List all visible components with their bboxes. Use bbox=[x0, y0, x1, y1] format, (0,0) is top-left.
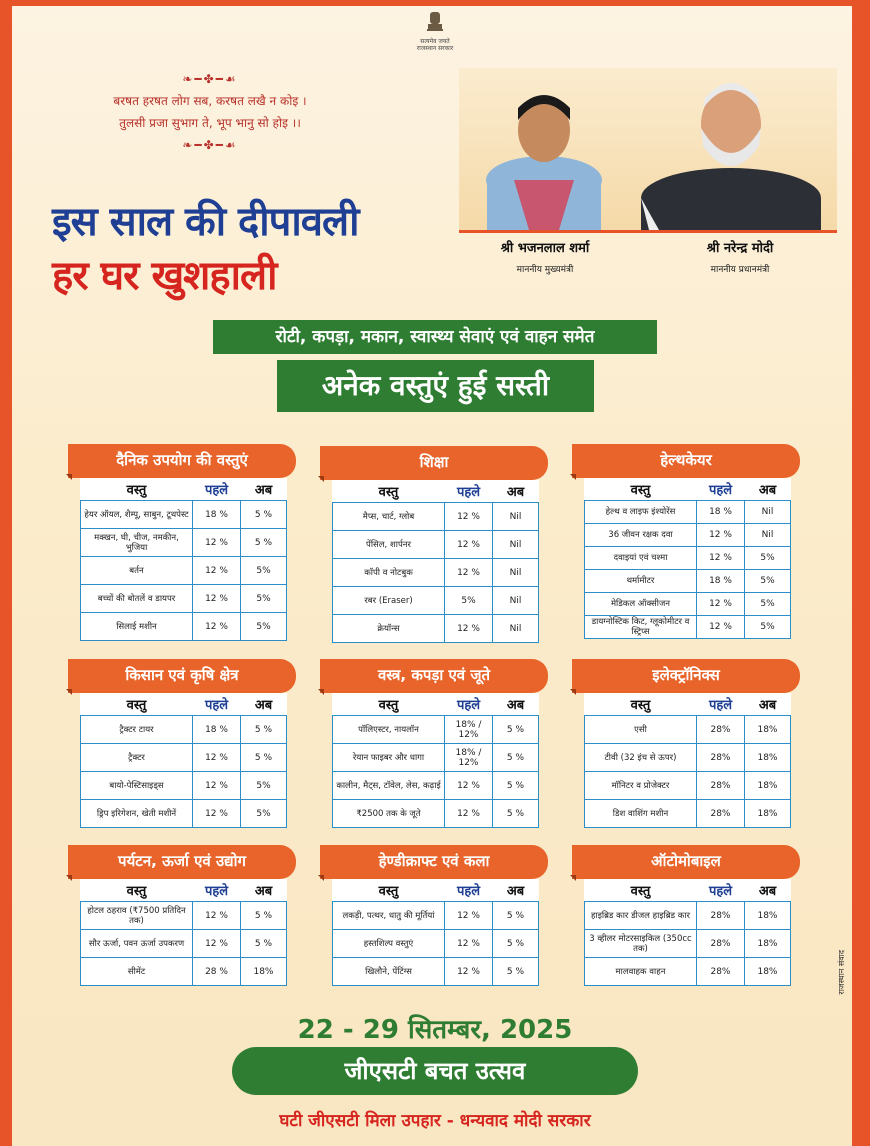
item-cell: टीवी (32 इंच से ऊपर) bbox=[585, 744, 697, 772]
item-cell: हेल्थ व लाइफ इंश्योरेंस bbox=[585, 501, 697, 524]
item-cell: पेंसिल, शार्पनर bbox=[333, 531, 445, 559]
before-rate-cell: 28% bbox=[697, 902, 745, 930]
item-cell: कॉपी व नोटबुक bbox=[333, 559, 445, 587]
pm-role: माननीय प्रधानमंत्री bbox=[710, 265, 770, 275]
before-rate-cell: 12 % bbox=[697, 547, 745, 570]
item-cell: सिलाई मशीन bbox=[81, 613, 193, 641]
item-cell: हाइब्रिड कार डीजल हाइब्रिड कार bbox=[585, 902, 697, 930]
col-before: पहले bbox=[193, 478, 241, 501]
category-title: हेल्थकेयर bbox=[572, 444, 800, 478]
now-rate-cell: Nil bbox=[493, 531, 539, 559]
headline-1: इस साल की दीपावली bbox=[52, 199, 359, 245]
col-now: अब bbox=[493, 480, 539, 503]
table-row bbox=[81, 744, 287, 772]
table-row bbox=[585, 958, 791, 986]
col-item: वस्तु bbox=[333, 879, 445, 902]
now-rate-cell: 5% bbox=[241, 772, 287, 800]
now-rate-cell: 5 % bbox=[241, 529, 287, 557]
gst-rate-table bbox=[584, 879, 791, 986]
now-rate-cell: 5% bbox=[745, 593, 791, 616]
before-rate-cell: 12 % bbox=[193, 800, 241, 828]
emblem-motto: सत्यमेव जयते bbox=[420, 38, 450, 45]
before-rate-cell: 12 % bbox=[445, 930, 493, 958]
now-rate-cell: 5 % bbox=[493, 772, 539, 800]
table-row bbox=[333, 503, 539, 531]
now-rate-cell: 5% bbox=[745, 570, 791, 593]
couplet bbox=[90, 68, 330, 156]
now-rate-cell: Nil bbox=[745, 501, 791, 524]
table-row bbox=[585, 547, 791, 570]
category-title: हेण्डीक्राफ्ट एवं कला bbox=[320, 845, 548, 879]
item-cell: ₹2500 तक के जूते bbox=[333, 800, 445, 828]
col-item: वस्तु bbox=[81, 879, 193, 902]
item-cell: डिश वाशिंग मशीन bbox=[585, 800, 697, 828]
table-row bbox=[81, 501, 287, 529]
table-header-row bbox=[333, 480, 539, 503]
table-row bbox=[585, 524, 791, 547]
item-cell: मैप्स, चार्ट, ग्लोब bbox=[333, 503, 445, 531]
col-item: वस्तु bbox=[81, 478, 193, 501]
table-row bbox=[585, 716, 791, 744]
ornament-bottom-icon: ❧━✤━☙ bbox=[182, 138, 238, 152]
now-rate-cell: 5% bbox=[745, 616, 791, 639]
now-rate-cell: 5 % bbox=[241, 902, 287, 930]
item-cell: एसी bbox=[585, 716, 697, 744]
now-rate-cell: 5 % bbox=[493, 930, 539, 958]
table-row bbox=[81, 557, 287, 585]
table-row bbox=[333, 930, 539, 958]
cm-role: माननीय मुख्यमंत्री bbox=[516, 265, 574, 275]
now-rate-cell: 18% bbox=[745, 744, 791, 772]
item-cell: मक्खन, घी, चीज, नमकीन, भुजिया bbox=[81, 529, 193, 557]
before-rate-cell: 12 % bbox=[193, 529, 241, 557]
before-rate-cell: 12 % bbox=[445, 772, 493, 800]
gst-rate-table bbox=[80, 478, 287, 641]
now-rate-cell: 5 % bbox=[241, 501, 287, 529]
gst-rate-table bbox=[332, 693, 539, 828]
table-row bbox=[333, 531, 539, 559]
item-cell: पॉलिएस्टर, नायलॉन bbox=[333, 716, 445, 744]
now-rate-cell: Nil bbox=[493, 615, 539, 643]
now-rate-cell: 18% bbox=[745, 930, 791, 958]
now-rate-cell: 5 % bbox=[241, 744, 287, 772]
couplet-line-2: तुलसी प्रजा सुभाग ते, भूप भानु सो होइ ।। bbox=[119, 116, 301, 130]
footer-tagline: घटी जीएसटी मिला उपहार - धन्यवाद मोदी सरकार bbox=[279, 1111, 591, 1131]
table-row bbox=[81, 902, 287, 930]
before-rate-cell: 12 % bbox=[445, 902, 493, 930]
item-cell: मालवाहक वाहन bbox=[585, 958, 697, 986]
item-cell: डायग्नोस्टिक किट, ग्लूकोमीटर व स्ट्रिप्स bbox=[585, 616, 697, 639]
table-row bbox=[81, 613, 287, 641]
table-row bbox=[585, 501, 791, 524]
item-cell: 36 जीवन रक्षक दवा bbox=[585, 524, 697, 547]
gst-rate-table bbox=[584, 478, 791, 639]
item-cell: सौर ऊर्जा, पवन ऊर्जा उपकरण bbox=[81, 930, 193, 958]
before-rate-cell: 28% bbox=[697, 930, 745, 958]
col-now: अब bbox=[493, 693, 539, 716]
ornament-top-icon: ❧━✤━☙ bbox=[182, 72, 238, 86]
before-rate-cell: 12 % bbox=[697, 616, 745, 639]
now-rate-cell: 18% bbox=[241, 958, 287, 986]
before-rate-cell: 12 % bbox=[445, 615, 493, 643]
now-rate-cell: 18% bbox=[745, 800, 791, 828]
gst-rate-table bbox=[332, 480, 539, 643]
category-title: किसान एवं कृषि क्षेत्र bbox=[68, 659, 296, 693]
table-header-row bbox=[81, 879, 287, 902]
now-rate-cell: 5% bbox=[241, 800, 287, 828]
table-row bbox=[333, 587, 539, 615]
before-rate-cell: 5% bbox=[445, 587, 493, 615]
item-cell: ड्रिप इरिगेशन, खेती मशीनें bbox=[81, 800, 193, 828]
ashoka-emblem-icon bbox=[424, 10, 446, 34]
gst-rate-table bbox=[80, 879, 287, 986]
table-row bbox=[333, 559, 539, 587]
before-rate-cell: 18 % bbox=[697, 570, 745, 593]
before-rate-cell: 12 % bbox=[445, 559, 493, 587]
before-rate-cell: 12 % bbox=[445, 531, 493, 559]
table-header-row bbox=[585, 693, 791, 716]
emblem-govt: राजस्थान सरकार bbox=[416, 45, 454, 52]
table-row bbox=[333, 615, 539, 643]
before-rate-cell: 12 % bbox=[193, 585, 241, 613]
col-before: पहले bbox=[697, 478, 745, 501]
before-rate-cell: 28% bbox=[697, 772, 745, 800]
table-row bbox=[585, 570, 791, 593]
gst-rate-table bbox=[584, 693, 791, 828]
gst-rate-table bbox=[80, 693, 287, 828]
table-row bbox=[585, 902, 791, 930]
before-rate-cell: 28% bbox=[697, 958, 745, 986]
col-before: पहले bbox=[445, 480, 493, 503]
category-title: वस्त्र, कपड़ा एवं जूते bbox=[320, 659, 548, 693]
before-rate-cell: 12 % bbox=[193, 772, 241, 800]
state-emblem bbox=[412, 10, 458, 52]
now-rate-cell: 5 % bbox=[241, 930, 287, 958]
now-rate-cell: 18% bbox=[745, 716, 791, 744]
item-cell: क्रेयॉन्स bbox=[333, 615, 445, 643]
col-before: पहले bbox=[193, 693, 241, 716]
item-cell: कालीन, मैट्स, टॉवेल, लेस, कढ़ाई bbox=[333, 772, 445, 800]
col-item: वस्तु bbox=[585, 693, 697, 716]
table-row bbox=[333, 958, 539, 986]
table-row bbox=[81, 930, 287, 958]
col-now: अब bbox=[745, 879, 791, 902]
now-rate-cell: 5 % bbox=[493, 716, 539, 744]
item-cell: थर्मामीटर bbox=[585, 570, 697, 593]
before-rate-cell: 28% bbox=[697, 800, 745, 828]
item-cell: रबर (Eraser) bbox=[333, 587, 445, 615]
col-now: अब bbox=[241, 879, 287, 902]
col-now: अब bbox=[241, 693, 287, 716]
col-before: पहले bbox=[697, 879, 745, 902]
item-cell: बर्तन bbox=[81, 557, 193, 585]
now-rate-cell: 5% bbox=[745, 547, 791, 570]
before-rate-cell: 12 % bbox=[697, 524, 745, 547]
category-title: ऑटोमोबाइल bbox=[572, 845, 800, 879]
now-rate-cell: 18% bbox=[745, 958, 791, 986]
item-cell: रेयान फाइबर और धागा bbox=[333, 744, 445, 772]
category-title: दैनिक उपयोग की वस्तुएं bbox=[68, 444, 296, 478]
table-row bbox=[81, 585, 287, 613]
category-title: शिक्षा bbox=[320, 446, 548, 480]
table-row bbox=[333, 800, 539, 828]
now-rate-cell: 5% bbox=[241, 557, 287, 585]
col-now: अब bbox=[745, 478, 791, 501]
col-now: अब bbox=[241, 478, 287, 501]
leaders-photo bbox=[459, 68, 837, 233]
item-cell: हस्तशिल्प वस्तुएं bbox=[333, 930, 445, 958]
item-cell: लकड़ी, पत्थर, धातु की मूर्तियां bbox=[333, 902, 445, 930]
now-rate-cell: 5% bbox=[241, 613, 287, 641]
table-row bbox=[585, 930, 791, 958]
col-before: पहले bbox=[193, 879, 241, 902]
item-cell: बच्चों की बोतलें व डायपर bbox=[81, 585, 193, 613]
col-now: अब bbox=[745, 693, 791, 716]
before-rate-cell: 12 % bbox=[445, 958, 493, 986]
now-rate-cell: Nil bbox=[493, 559, 539, 587]
table-row bbox=[585, 616, 791, 639]
item-cell: मॉनिटर व प्रोजेक्टर bbox=[585, 772, 697, 800]
col-item: वस्तु bbox=[585, 478, 697, 501]
before-rate-cell: 28% bbox=[697, 716, 745, 744]
item-cell: होटल ठहराव (₹7500 प्रतिदिन तक) bbox=[81, 902, 193, 930]
before-rate-cell: 12 % bbox=[193, 902, 241, 930]
event-date: 22 - 29 सितम्बर, 2025 bbox=[297, 1015, 573, 1045]
now-rate-cell: Nil bbox=[493, 587, 539, 615]
banner-subtitle: रोटी, कपड़ा, मकान, स्वास्थ्य सेवाएं एवं वाहन समेत bbox=[213, 320, 657, 354]
table-row bbox=[585, 593, 791, 616]
now-rate-cell: 5 % bbox=[493, 744, 539, 772]
table-row bbox=[333, 716, 539, 744]
before-rate-cell: 12 % bbox=[193, 744, 241, 772]
before-rate-cell: 18% / 12% bbox=[445, 744, 493, 772]
leaders-portrait-icon bbox=[459, 68, 837, 230]
before-rate-cell: 12 % bbox=[445, 503, 493, 531]
table-header-row bbox=[585, 879, 791, 902]
col-item: वस्तु bbox=[333, 693, 445, 716]
col-now: अब bbox=[493, 879, 539, 902]
table-row bbox=[333, 772, 539, 800]
now-rate-cell: Nil bbox=[493, 503, 539, 531]
before-rate-cell: 12 % bbox=[193, 557, 241, 585]
now-rate-cell: Nil bbox=[745, 524, 791, 547]
before-rate-cell: 12 % bbox=[445, 800, 493, 828]
before-rate-cell: 18 % bbox=[193, 501, 241, 529]
cm-name: श्री भजनलाल शर्मा bbox=[500, 241, 590, 256]
table-row bbox=[81, 958, 287, 986]
table-header-row bbox=[333, 693, 539, 716]
couplet-line-1: बरषत हरषत लोग सब, करषत लखै न कोइ । bbox=[113, 94, 307, 108]
now-rate-cell: 5 % bbox=[241, 716, 287, 744]
item-cell: दवाइयां एवं चश्मा bbox=[585, 547, 697, 570]
before-rate-cell: 12 % bbox=[193, 930, 241, 958]
table-row bbox=[333, 902, 539, 930]
before-rate-cell: 28 % bbox=[193, 958, 241, 986]
col-before: पहले bbox=[445, 879, 493, 902]
col-item: वस्तु bbox=[333, 480, 445, 503]
before-rate-cell: 18% / 12% bbox=[445, 716, 493, 744]
item-cell: 3 व्हीलर मोटरसाइकिल (350cc तक) bbox=[585, 930, 697, 958]
table-row bbox=[333, 744, 539, 772]
item-cell: खिलौने, पेंटिंग्स bbox=[333, 958, 445, 986]
table-row bbox=[585, 772, 791, 800]
table-header-row bbox=[81, 693, 287, 716]
col-item: वस्तु bbox=[81, 693, 193, 716]
category-title: इलेक्ट्रॉनिक्स bbox=[572, 659, 800, 693]
table-row bbox=[81, 772, 287, 800]
before-rate-cell: 28% bbox=[697, 744, 745, 772]
table-row bbox=[585, 744, 791, 772]
table-header-row bbox=[81, 478, 287, 501]
item-cell: सीमेंट bbox=[81, 958, 193, 986]
col-before: पहले bbox=[697, 693, 745, 716]
table-row bbox=[81, 529, 287, 557]
now-rate-cell: 5 % bbox=[493, 958, 539, 986]
before-rate-cell: 18 % bbox=[193, 716, 241, 744]
pm-name: श्री नरेन्द्र मोदी bbox=[706, 241, 774, 256]
before-rate-cell: 12 % bbox=[697, 593, 745, 616]
col-item: वस्तु bbox=[585, 879, 697, 902]
headline-2: हर घर खुशहाली bbox=[52, 253, 277, 299]
before-rate-cell: 18 % bbox=[697, 501, 745, 524]
item-cell: बायो-पेस्टिसाइड्स bbox=[81, 772, 193, 800]
side-credit: राजस्थान संवाद bbox=[837, 950, 846, 995]
col-before: पहले bbox=[445, 693, 493, 716]
before-rate-cell: 12 % bbox=[193, 613, 241, 641]
now-rate-cell: 18% bbox=[745, 772, 791, 800]
table-row bbox=[81, 716, 287, 744]
table-header-row bbox=[333, 879, 539, 902]
item-cell: मेडिकल ऑक्सीजन bbox=[585, 593, 697, 616]
gst-bachat-utsav-badge: जीएसटी बचत उत्सव bbox=[232, 1047, 638, 1095]
table-row bbox=[81, 800, 287, 828]
now-rate-cell: 5 % bbox=[493, 902, 539, 930]
now-rate-cell: 5% bbox=[241, 585, 287, 613]
item-cell: ट्रैक्टर टायर bbox=[81, 716, 193, 744]
gst-rate-table bbox=[332, 879, 539, 986]
category-title: पर्यटन, ऊर्जा एवं उद्योग bbox=[68, 845, 296, 879]
table-header-row bbox=[585, 478, 791, 501]
item-cell: हेयर ऑयल, शैम्पू, साबुन, टूथपेस्ट bbox=[81, 501, 193, 529]
now-rate-cell: 5 % bbox=[493, 800, 539, 828]
banner-title: अनेक वस्तुएं हुई सस्ती bbox=[277, 360, 594, 412]
now-rate-cell: 18% bbox=[745, 902, 791, 930]
item-cell: ट्रैक्टर bbox=[81, 744, 193, 772]
table-row bbox=[585, 800, 791, 828]
